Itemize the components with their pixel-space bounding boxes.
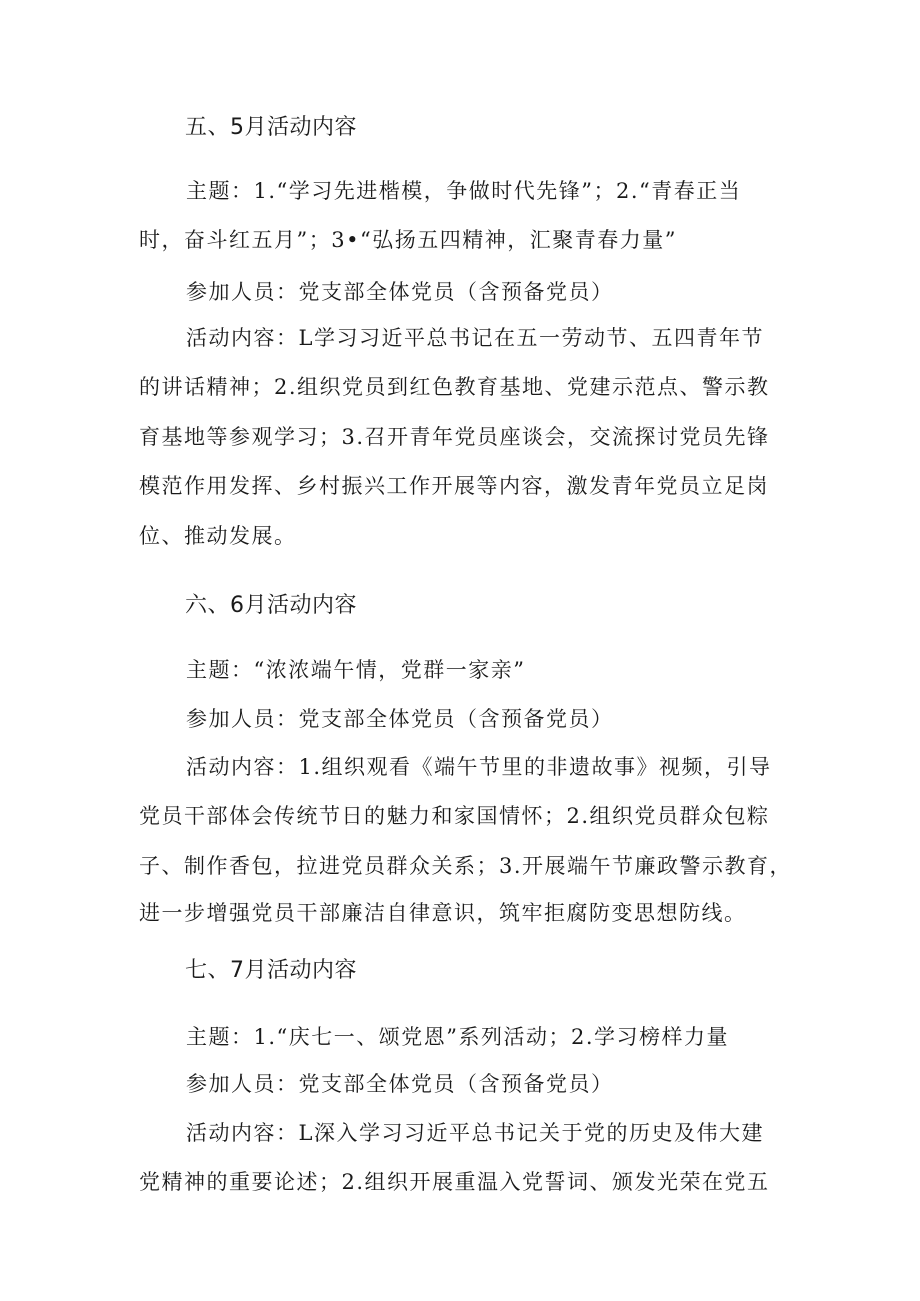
content-line: 党员干部体会传统节日的魅力和家国情怀；2.组织党员群众包粽 bbox=[139, 804, 770, 828]
section-heading-may: 五、5月活动内容 bbox=[185, 115, 357, 140]
content-line: 模范作用发挥、乡村振兴工作开展等内容，激发青年党员立足岗 bbox=[139, 474, 769, 498]
content-line: 党精神的重要论述；2.组织开展重温入党誓词、颁发光荣在党五 bbox=[139, 1170, 770, 1194]
section-heading-july: 七、7月活动内容 bbox=[185, 958, 357, 983]
participants-line: 参加人员：党支部全体党员（含预备党员） bbox=[186, 707, 614, 731]
theme-line: 时，奋斗红五月”；3•“弘扬五四精神，汇聚青春力量” bbox=[139, 228, 677, 252]
theme-line: 主题：1.“庆七一、颂党恩”系列活动；2.学习榜样力量 bbox=[186, 1025, 730, 1049]
content-line: 活动内容：1.组织观看《端午节里的非遗故事》视频，引导 bbox=[186, 755, 772, 779]
content-line: 子、制作香包，拉进党员群众关系；3.开展端午节廉政警示教育， bbox=[139, 854, 793, 878]
content-line: 进一步增强党员干部廉洁自律意识，筑牢拒腐防变思想防线。 bbox=[139, 901, 747, 925]
content-line: 活动内容：L学习习近平总书记在五一劳动节、五四青年节 bbox=[186, 326, 764, 350]
section-heading-june: 六、6月活动内容 bbox=[185, 593, 357, 618]
participants-line: 参加人员：党支部全体党员（含预备党员） bbox=[186, 1072, 614, 1096]
participants-line: 参加人员：党支部全体党员（含预备党员） bbox=[186, 280, 614, 304]
content-line: 位、推动发展。 bbox=[139, 524, 297, 548]
content-line: 的讲话精神；2.组织党员到红色教育基地、党建示范点、警示教 bbox=[139, 375, 770, 399]
content-line: 育基地等参观学习；3.召开青年党员座谈会，交流探讨党员先锋 bbox=[139, 425, 770, 449]
content-line: 活动内容：L深入学习习近平总书记关于党的历史及伟大建 bbox=[186, 1121, 764, 1145]
theme-line: 主题：“浓浓端午情，党群一家亲” bbox=[186, 658, 526, 682]
theme-line: 主题：1.“学习先进楷模，争做时代先锋”；2.“青春正当 bbox=[186, 179, 742, 203]
